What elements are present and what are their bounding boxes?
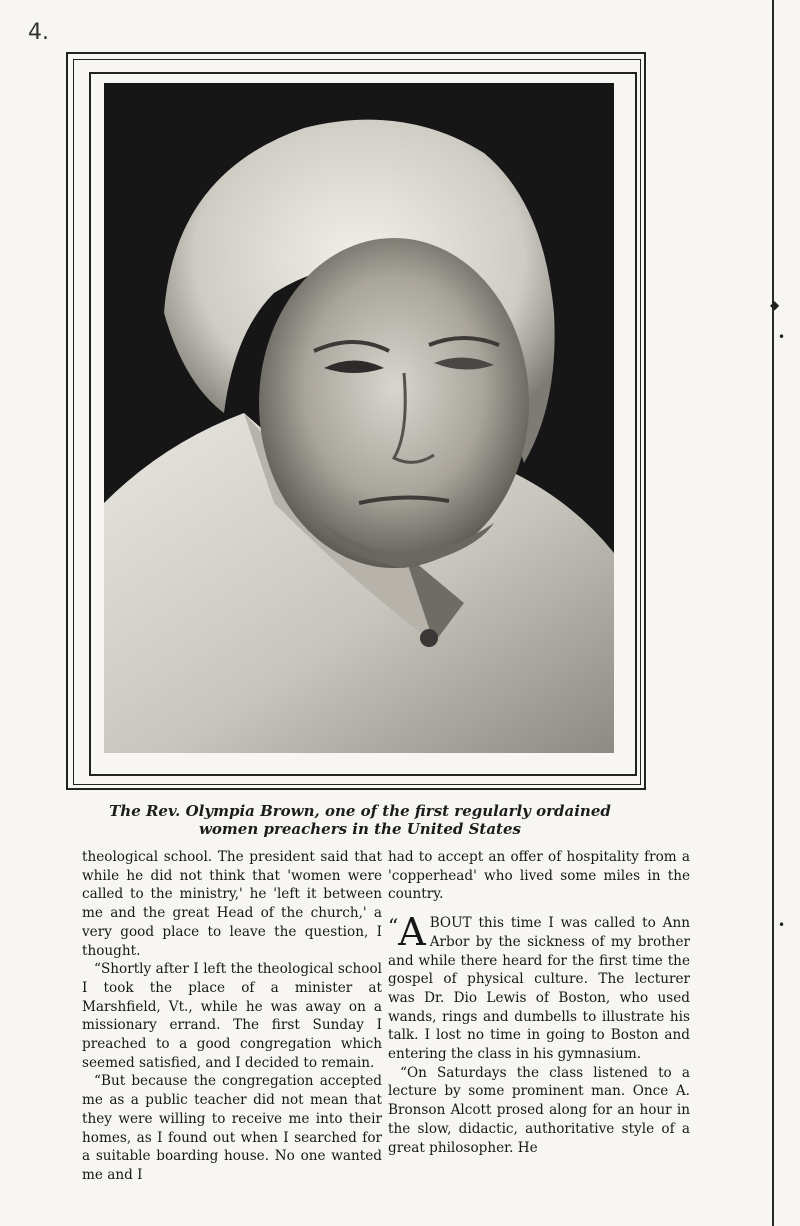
- portrait-illustration: [104, 83, 614, 753]
- page-number: 4.: [28, 20, 49, 45]
- left-paragraph-1: theological school. The president said that while he did not think that 'women were called to the ministry,' he 'left it between me and the great Head of the church,' a very good place to leave the question, I thought.: [82, 849, 382, 959]
- right-paragraph-last: “On Saturdays the class listened to a lecture by some prominent man. Once A. Bronson Alcott prosed along for an hour in the slow, didactic, authoritative style of a great philosopher. He: [388, 1064, 690, 1156]
- portrait-photo: [104, 83, 614, 753]
- caption-line-2: women preachers in the United States: [199, 820, 521, 838]
- section-text: BOUT this time I was called to Ann Arbor by the sickness of my brother and while there heard for the first time the gospel of physical culture. The lecturer was Dr. Dio Lewis of Boston, who used wands, rings and dumbells to illustrate his talk. I lost no time in going to Boston and entering the class in his gymnasium.: [388, 915, 690, 1063]
- photo-caption: [60, 802, 660, 838]
- drop-cap-quote: “: [388, 914, 399, 939]
- margin-mark-3: •: [778, 918, 786, 932]
- margin-mark-1: ◆: [770, 298, 780, 312]
- left-paragraph-3: “But because the congregation accepted me as a public teacher did not mean that they were willing to receive me into their homes, as I found out when I searched for a suitable boarding house. No one wanted me and I: [82, 1073, 382, 1183]
- left-paragraph-2: “Shortly after I left the theological school I took the place of a minister at Marshfield, Vt., while he was away on a missionary errand. The first Sunday I preached to a good congregation which seemed satisfied, and I decided to remain.: [82, 961, 382, 1071]
- margin-mark-2: •: [778, 330, 786, 344]
- drop-cap: [388, 910, 426, 955]
- right-section-paragraph: [388, 910, 690, 1064]
- right-paragraph-continuation: had to accept an offer of hospitality from a 'copperhead' who lived some miles in the country.: [388, 849, 690, 903]
- drop-cap-letter: A: [398, 910, 426, 955]
- caption-line-1: The Rev. Olympia Brown, one of the first regularly ordained: [109, 802, 611, 820]
- page-edge-line: [772, 0, 774, 1226]
- right-column: [388, 848, 690, 1157]
- left-column: [82, 848, 382, 1185]
